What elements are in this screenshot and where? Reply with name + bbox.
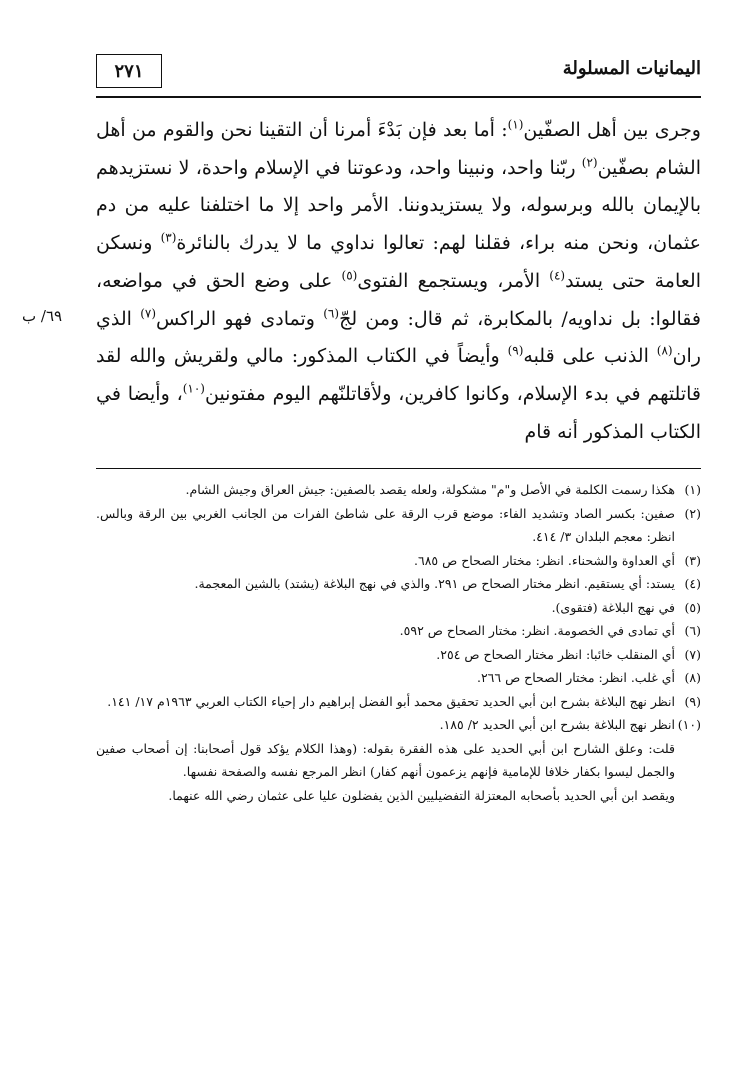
main-paragraph [96,112,701,451]
footnote-text: أي العداوة والشحناء. انظر: مختار الصحاح ص ٦٨٥. [414,552,675,568]
footnotes [96,478,701,807]
footnote [96,478,701,502]
footnote-number: (٥) [684,599,701,615]
text-segment: الأمر، ويستجمع الفتوى [357,269,550,292]
footnote-text: يستد: أي يستقيم. انظر مختار الصحاح ص ٢٩١. والذي في نهج البلاغة (يشتد) بالشين المعجمة. [194,576,675,591]
footnote-text: في نهج البلاغة (فتقوى). [551,599,675,615]
footnote-number: (١٠) [677,717,701,732]
footnote [96,666,701,690]
text-segment: على وضع الحق في مواضعه، فقالوا: بل نداويه/ بالمكابرة، ثم قال: ومن لجّ [96,269,701,330]
text-segment: ، وأيضا في الكتاب المذكور أنه قام [96,382,701,443]
footnote-text: انظر نهج البلاغة بشرح ابن أبي الحديد ٢/ ١٨٥. [439,717,675,732]
footnote-ref: (٥) [341,268,358,283]
footnote-ref: (٧) [140,306,157,321]
footnote [96,596,701,620]
footnote-number: (٢) [684,505,701,521]
footnote-ref: (٣) [160,230,177,245]
text-segment: الذي ران [96,307,701,368]
footnote-text: صفين: بكسر الصاد وتشديد الفاء: موضع قرب الرقة على شاطئ الفرات من الجانب الغربي بين الرقة وبالس. انظر: معجم البلدان ٣/ ٤١٤. [96,505,675,544]
footnote-ref: (٦) [323,306,340,321]
page-number-box [96,54,162,88]
footnote-number: (٧) [684,646,701,662]
footnote-text: انظر نهج البلاغة بشرح ابن أبي الحديد تحقيق محمد أبو الفضل إبراهيم دار إحياء الكتاب العربي ١٩٦٣م ١٧/ ١٤١. [107,693,675,709]
footnote-number: (٨) [684,670,701,685]
footnote [96,713,701,737]
main-text [96,112,701,451]
footnote-ref: (٤) [549,268,566,283]
footnote [96,502,701,549]
text-segment: وجرى بين أهل الصفّين [523,119,701,141]
footnote-number: (١) [684,482,701,497]
footnote-number: (٣) [684,552,701,568]
footnote-text: هكذا رسمت الكلمة في الأصل و"م" مشكولة، ولعله يقصد بالصفين: جيش العراق وجيش الشام. [185,482,675,497]
footnote [96,549,701,573]
footnote-text: أي تمادى في الخصومة. انظر: مختار الصحاح ص ٥٩٢. [399,623,675,638]
footnote-ref: (١٠) [182,381,205,396]
text-segment: وتمادى فهو الراكس [156,307,324,330]
text-segment: ونسكن العامة حتى يستد [96,232,701,292]
footnote-continuation: ويقصد ابن أبي الحديد بأصحابه المعتزلة التفضيليين الذين يفضلون عليا على عثمان رضي الله عنهما. [168,787,675,803]
footnote-number: (٦) [684,623,701,638]
text-segment: الذنب على قلبه [523,345,657,368]
footnote-text: أي غلب. انظر: مختار الصحاح ص ٢٦٦. [476,670,675,685]
footnote [96,572,701,596]
footnote-number: (٩) [684,693,701,709]
footnote-ref: (٢) [581,155,598,170]
footnote-ref: (١) [507,117,524,132]
footnote-number: (٤) [684,576,701,591]
text-segment: : أما بعد فإن بَدْءَ أمرنا أن التقينا نحن والقوم من أهل الشام بصفّين [96,119,701,179]
footnote-ref: (٨) [656,343,673,358]
manuscript-folio-note: ٦٩/ ب [22,307,63,325]
page-number: ٢٧١ [114,60,144,82]
footnote-text: أي المنقلب خائبا: انظر مختار الصحاح ص ٢٥٤. [436,646,675,662]
footnote-ref: (٩) [507,343,524,358]
footnote-separator [96,468,701,469]
running-title: اليمانيات المسلولة [562,58,701,79]
page-header [96,52,701,98]
footnote [96,643,701,667]
footnote [96,619,701,643]
text-segment: وأيضاً في الكتاب المذكور: مالي ولقريش والله لقد قاتلتهم في بدء الإسلام، وكانوا كافرين، ولأقاتلنّهم اليوم مفتونين [96,345,702,405]
footnote [96,690,701,714]
text-segment: ربّنا واحد، ونبينا واحد، ودعوتنا في الإسلام واحدة، لا نستزيدهم بالإيمان بالله وبرسوله، ولا يستزيدوننا. الأمر واحد إلا ما اختلفنا عليه من دم عثمان، ونحن منه براء، فقلنا لهم: تعالوا نداوي ما لا يدرك بالنائرة [96,156,701,255]
footnote-continuation: قلت: وعلق الشارح ابن أبي الحديد على هذه الفقرة بقوله: (وهذا الكلام يؤكد قول أصحابنا: إن أصحاب صفين والجمل ليسوا بكفار خلافا للإمامية فإنهم يزعمون أنهم كفار) انظر المرجع نفسه والصفحة نفسها. [96,740,675,779]
